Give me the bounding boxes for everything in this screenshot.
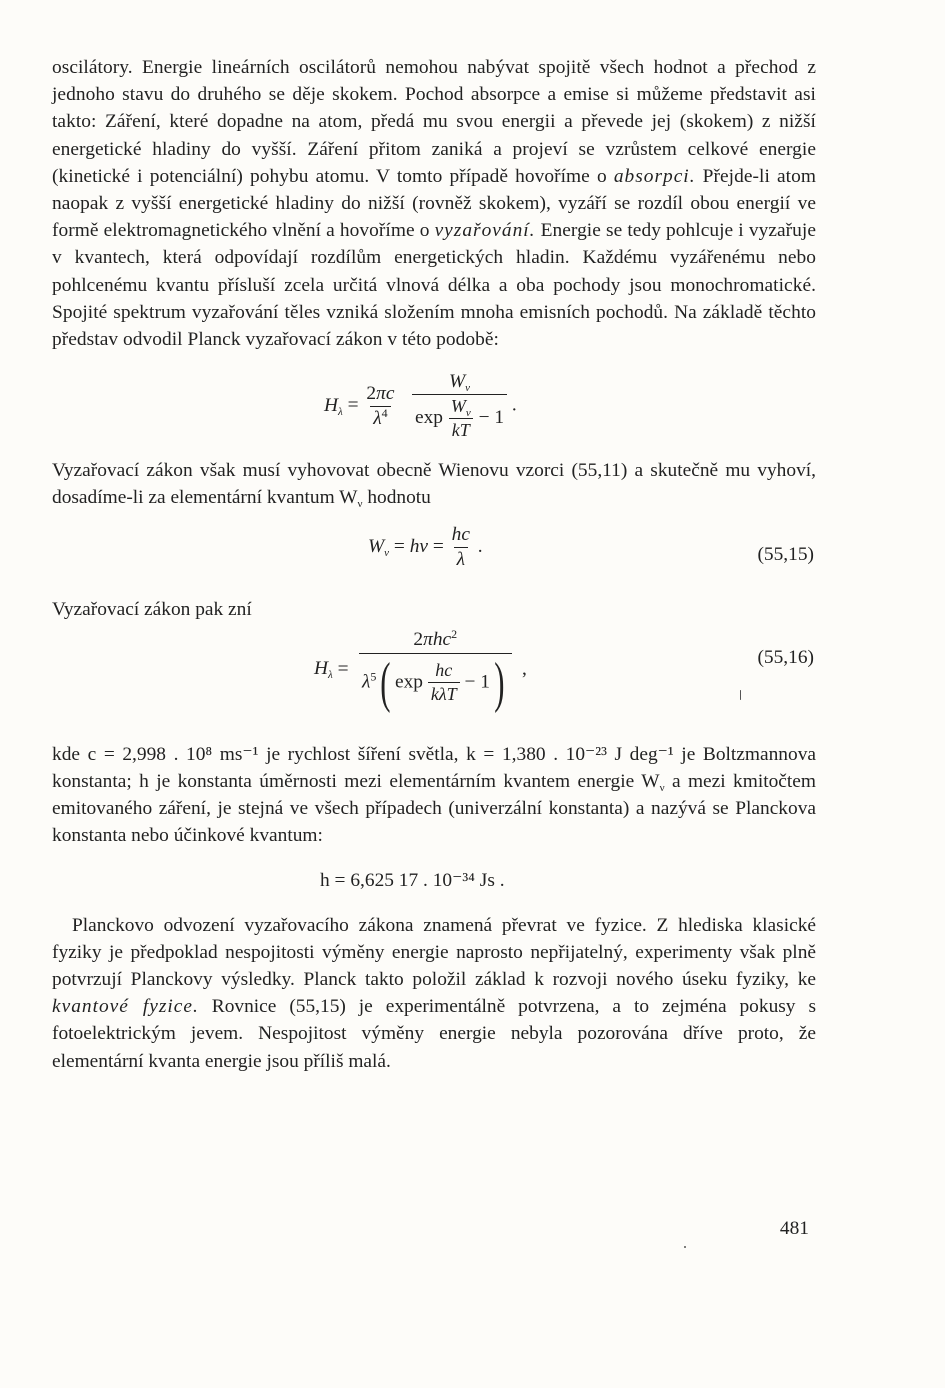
speck (684, 1246, 686, 1248)
equation-55-15: $W_\nu = h\nu$ = $\frac{hc}{\lambda}$ . (55,15) (368, 523, 814, 570)
paragraph-conclusion (52, 912, 816, 1075)
paragraph-text: Vyzařovací zákon však musí vyhovovat obecně Wienovu vzorci (55,11) a skutečně mu vyhoví, dosadíme-li za elementární kvantum W (52, 460, 816, 509)
paragraph-text: a mezi kmitočtem emitovaného záření, je stejná ve všech případech (univerzální konstanta) a nazývá se Planckova konstanta nebo účinkové kvantum: (52, 771, 816, 847)
subscript: ν (659, 782, 665, 795)
equation-55-16: $H_\lambda$ = 2πhc$^2$ $\lambda^5$( exp $\frac{hc}{\text{kλT}}$ − 1) , (55,16) (314, 626, 814, 714)
paragraph-law: Vyzařovací zákon pak zní (52, 598, 252, 620)
speck (740, 690, 741, 700)
term-vyzarovani: vyzařování. (434, 220, 536, 242)
term-kvantove-fyzice: kvantové fyzice. (52, 996, 199, 1018)
paragraph-text: oscilátory. Energie lineárních oscilátorů nemohou nabývat spojitě všech hodnot a přechod z jednoho stavu do druhého se děje skokem. Pochod absorpce a emise si můžeme představit asi takto: Záření, které dopadne na atom, předá mu svou energii a převede jej (skokem) z nižší energetické hladiny do vyšší. Záření přitom zaniká a projeví se vzrůstem celkové energie (kinetické i potenciální) pohybu atomu. V tomto případě hovoříme o (52, 57, 816, 187)
paragraph-text: hodnotu (362, 487, 431, 509)
paragraph-constants (52, 741, 816, 850)
equation-planck-constant (52, 850, 816, 912)
page-body (52, 54, 816, 1075)
equation-number: (55,16) (757, 646, 814, 668)
paragraph-text: Rovnice (55,15) je experimentálně potvrzena, a to zejména pokusy s fotoelektrickým jevem. Nespojitost výměny energie nebyla pozorována dříve proto, že elementární kvanta energie jsou příliš malá. (52, 996, 816, 1072)
paragraph-text: Přejde-li atom naopak z vyšší energetické hladiny do nižší (rovněž skokem), vyzáří se rozdíl obou energií ve formě elektromagnetického vlnění a hovoříme o (52, 165, 816, 242)
paragraph-text: kde c = 2,998 . 10⁸ ms⁻¹ je rychlost šíření světla, k = 1,380 . 10⁻²³ J deg⁻¹ je Boltzmannova konstanta; h je konstanta úměrnosti mezi elementárním kvantem energie W (52, 743, 816, 793)
planck-constant-value: h = 6,625 17 . 10⁻³⁴ Js . (320, 869, 505, 891)
equation-number: (55,15) (757, 543, 814, 565)
equation-planck-form: $H_\lambda$ = $\frac{2\pi c}{\lambda^4}$ $W_\nu$ exp $\frac{W_\nu}{kT}$ − 1 . (324, 371, 517, 441)
paragraph-text: Energie se tedy pohlcuje i vyzařuje v kvantech, která odpovídají rozdílům energetických hladin. Každému vyzářenému nebo pohlcenému kvantu přísluší zcela určitá vlnová délka a oba pochody jsou monochromatické. Spojité spektrum vyzařování těles vzniká složením mnoha emisních pochodů. Na základě těchto představ odvodil Planck vyzařovací zákon v této podobě: (52, 220, 816, 351)
paragraph-text: Planckovo odvození vyzařovacího zákona znamená převrat ve fyzice. Z hlediska klasické fyziky je předpoklad nespojitosti výměny energie naprosto nepřijatelný, experimenty však plně potvrzují Planckovy výsledky. Planck takto položil základ k rozvoji nového úseku fyziky, ke (52, 914, 816, 991)
paragraph-intro (52, 54, 816, 353)
subscript: ν (357, 498, 363, 511)
paragraph-wien (52, 457, 816, 511)
page-number: 481 (779, 1218, 809, 1239)
term-absorpce: absorpci. (613, 165, 696, 187)
